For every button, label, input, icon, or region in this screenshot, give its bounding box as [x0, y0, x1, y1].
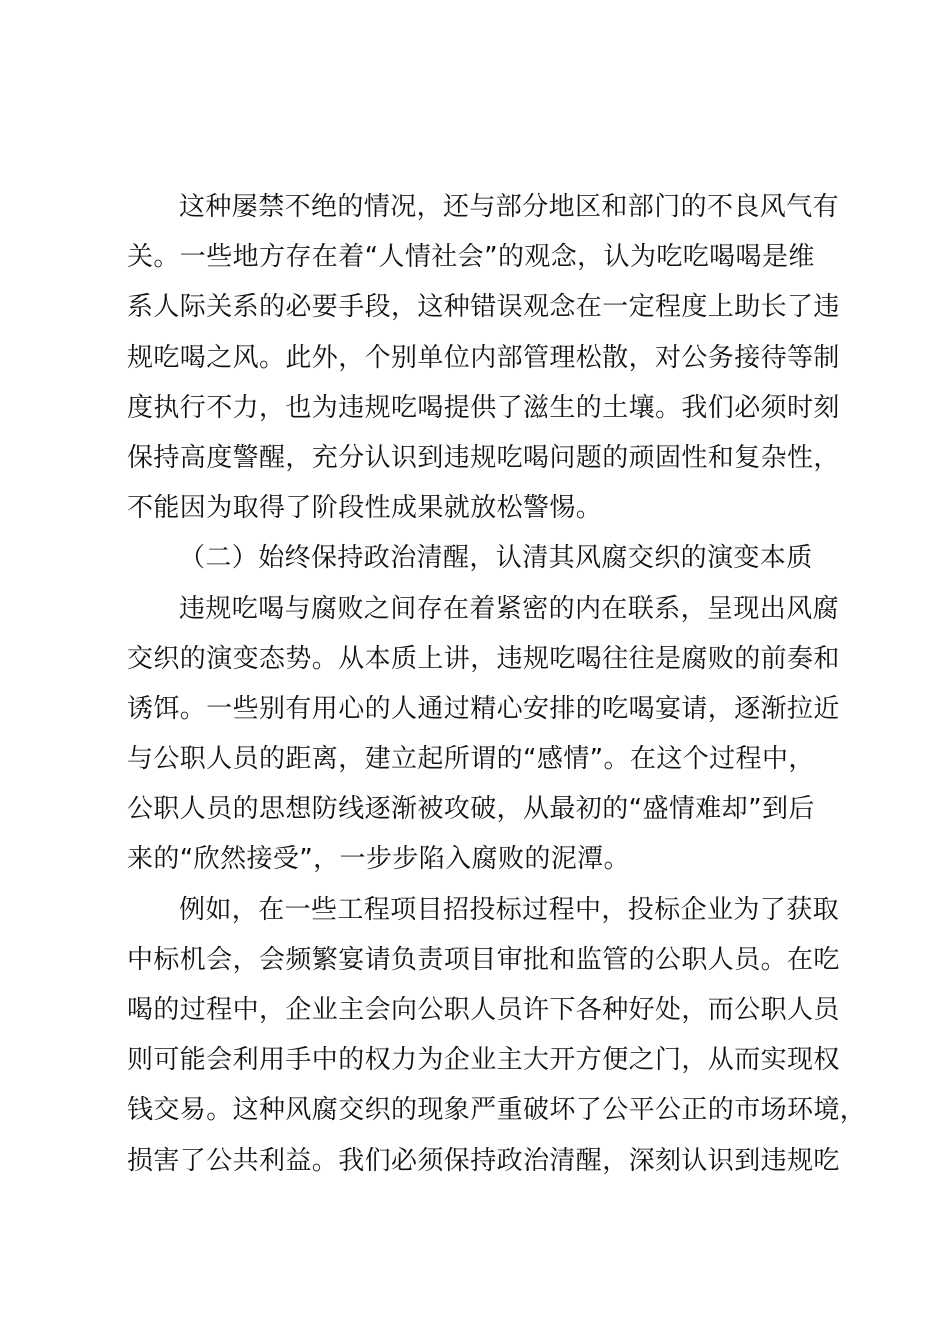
paragraph-line: 则可能会利用手中的权力为企业主大开方便之门，从而实现权 — [127, 1045, 840, 1076]
section-heading: （二）始终保持政治清醒，认清其风腐交织的演变本质 — [179, 543, 813, 574]
paragraph-line: 规吃喝之风。此外，个别单位内部管理松散，对公务接待等制 — [127, 342, 840, 373]
paragraph-line: 来的“欣然接受”，一步步陷入腐败的泥潭。 — [127, 844, 630, 875]
paragraph-line: 不能因为取得了阶段性成果就放松警惕。 — [127, 493, 603, 524]
paragraph-line: 喝的过程中，企业主会向公职人员许下各种好处，而公职人员 — [127, 995, 840, 1025]
paragraph-2 — [127, 584, 840, 885]
paragraph-line: 与公职人员的距离，建立起所谓的“感情”。在这个过程中， — [127, 744, 815, 775]
paragraph-line: 公职人员的思想防线逐渐被攻破，从最初的“盛情难却”到后 — [127, 794, 815, 825]
paragraph-3 — [127, 885, 867, 1186]
paragraph-line: 度执行不力，也为违规吃喝提供了滋生的土壤。我们必须时刻 — [127, 392, 840, 423]
paragraph-line: 钱交易。这种风腐交织的现象严重破坏了公平公正的市场环境， — [127, 1095, 867, 1126]
paragraph-line: 中标机会，会频繁宴请负责项目审批和监管的公职人员。在吃 — [127, 944, 840, 975]
paragraph-line: 违规吃喝与腐败之间存在着紧密的内在联系，呈现出风腐 — [179, 593, 840, 624]
paragraph-1 — [127, 182, 840, 533]
paragraph-line: 系人际关系的必要手段，这种错误观念在一定程度上助长了违 — [127, 292, 840, 323]
paragraph-line: 损害了公共利益。我们必须保持政治清醒，深刻认识到违规吃 — [127, 1145, 840, 1176]
paragraph-line: 关。一些地方存在着“人情社会”的观念，认为吃吃喝喝是维 — [127, 242, 815, 273]
paragraph-line: 诱饵。一些别有用心的人通过精心安排的吃喝宴请，逐渐拉近 — [127, 693, 840, 724]
paragraph-line: 例如，在一些工程项目招投标过程中，投标企业为了获取 — [179, 894, 840, 925]
paragraph-line: 这种屡禁不绝的情况，还与部分地区和部门的不良风气有 — [179, 192, 840, 222]
paragraph-line: 保持高度警醒，充分认识到违规吃喝问题的顽固性和复杂性， — [127, 442, 840, 473]
paragraph-line: 交织的演变态势。从本质上讲，违规吃喝往往是腐败的前奏和 — [127, 643, 840, 674]
document-body — [127, 182, 867, 1186]
